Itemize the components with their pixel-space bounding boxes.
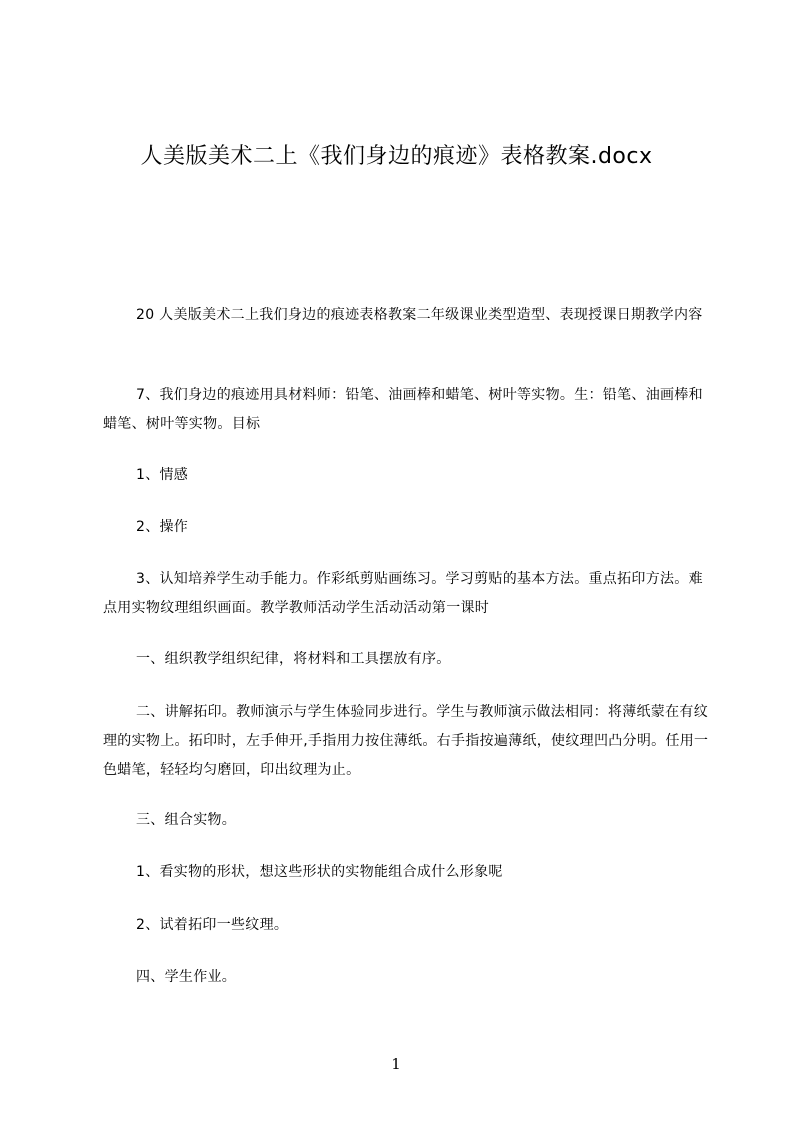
page-number: 1 [391, 1055, 401, 1073]
paragraph-step-four: 四、学生作业。 [136, 969, 237, 985]
paragraph-step-one: 一、组织教学组织纪律，将材料和工具摆放有序。 [136, 651, 451, 667]
paragraph-goal-operation: 2、操作 [136, 519, 189, 535]
paragraph-intro: 20 人美版美术二上我们身边的痕迹表格教案二年级课业类型造型、表现授课日期教学内容 [136, 307, 703, 323]
paragraph-goal-emotion: 1、情感 [136, 467, 189, 483]
document-title: 人美版美术二上《我们身边的痕迹》表格教案.docx [140, 144, 653, 169]
paragraph-step-three: 三、组合实物。 [136, 812, 237, 828]
paragraph-substep-two: 2、试着拓印一些纹理。 [136, 917, 289, 933]
paragraph-step-two: 二、讲解拓印。教师演示与学生体验同步进行。学生与教师演示做法相同：将薄纸蒙在有纹理的实物上。拓印时，左手伸开,手指用力按住薄纸。右手指按遍薄纸，使纹理凹凸分明。任用一色蜡笔，轻轻均匀磨回，印出纹理为止。 [103, 704, 709, 778]
paragraph-materials: 7、我们身边的痕迹用具材料师：铅笔、油画棒和蜡笔、树叶等实物。生：铅笔、油画棒和蜡笔、树叶等实物。目标 [103, 387, 703, 432]
paragraph-goal-cognition: 3、认知培养学生动手能力。作彩纸剪贴画练习。学习剪贴的基本方法。重点拓印方法。难点用实物纹理组织画面。教学教师活动学生活动活动第一课时 [103, 571, 703, 616]
paragraph-substep-one: 1、看实物的形状，想这些形状的实物能组合成什么形象呢 [136, 864, 503, 880]
